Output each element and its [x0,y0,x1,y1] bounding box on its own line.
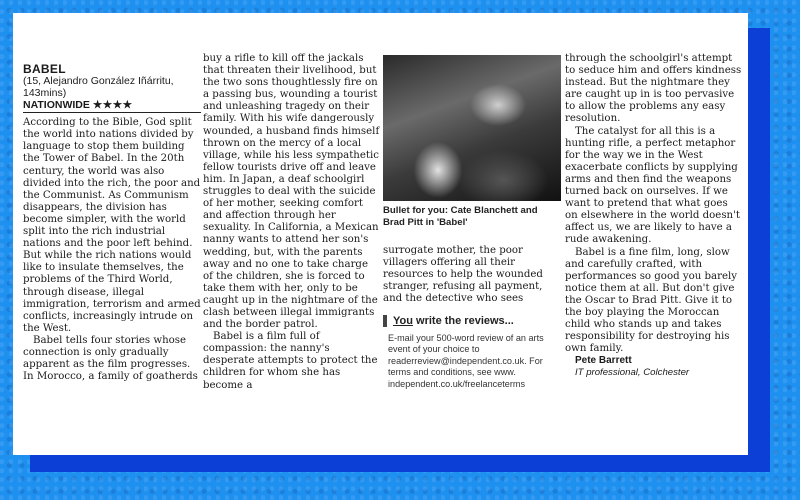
star-rating: ★★★★ [92,99,133,112]
release-label: NATIONWIDE [23,99,90,112]
reader-reviews-box [383,315,561,390]
heading-rest: write the reviews... [412,315,514,327]
review-column-1 [23,63,201,383]
paragraph: Babel tells four stories whose connection is only gradually apparent as the film progresses. In Morocco, a family of goatherds [23,334,198,383]
film-title: BABEL [23,62,66,76]
reader-reviews-heading [383,315,561,327]
paragraph: The catalyst for all this is a hunting rifle, a perfect metaphor for the way we in the West exacerbate conflicts by supplying arms and then find the weapons turned back on ourselves. If we want to pretend that what goes on elsewhere in the world doesn't affect us, we are likely to have a rude awakening. [565,125,741,246]
paragraph: Babel is a film full of compassion: the nanny's desperate attempts to protect the children for whom she has become a [203,331,378,391]
heading-you: You [393,315,413,327]
newspaper-clipping [13,13,748,455]
author-name: Pete Barrett [575,355,632,367]
review-column-3 [383,245,561,305]
photo-caption: Bullet for you: Cate Blanchett and Brad Pitt in 'Babel' [383,205,538,228]
paragraph: through the schoolgirl's attempt to seduce him and offers kindness instead. But the nightmare they are caught up in is too pervasive to allow the problems any easy resolution. [565,53,742,125]
review-column-4 [565,53,742,380]
film-still-photo [383,55,561,201]
review-column-2 [203,53,380,392]
reader-reviews-info: E-mail your 500-word review of an arts event of your choice to readerreview@independent.co.uk. For terms and conditions, see www. independent.co.uk/freelanceterms [388,333,544,389]
film-details: (15, Alejandro González Iñárritu, 143mins) [23,75,174,100]
paragraph: surrogate mother, the poor villagers offering all their resources to help the wounded stranger, refusing all payment, and the detective who sees [383,245,543,305]
paragraph: buy a rifle to kill off the jackals that threaten their livelihood, but the two sons thoughtlessly fire on a passing bus, wounding a tourist and unleashing tragedy on their family. With his wife dangerously wounded, a husband finds himself thrown on the mercy of a local village, while his less sympathetic fellow tourists drive off and leave him. In Japan, a deaf schoolgirl struggles to deal with the suicide of her mother, seeking comfort and affection through her sexuality. In California, a Mexican nanny wants to attend her son's wedding, but, with the parents away and no one to take charge of the children, she is forced to take them with her, only to be caught up in the nightmare of the clash between illegal immigrants and the border patrol. [203,53,380,331]
release-rating [23,99,201,113]
paragraph: According to the Bible, God split the world into nations divided by language to stop them building the Tower of Babel. In the 20th century, the world was also divided into the rich, the poor and the Communist. As Communism disappears, the division has become simpler, with the world split into the rich industrial nations and the poor left behind. But while the rich nations would like to insulate themselves, the problems of the Third World, through disease, illegal immigration, terrorism and armed conflicts, increasingly intrude on the West. [23,117,201,334]
author-role: IT professional, Colchester [575,367,690,379]
paragraph: Babel is a fine film, long, slow and carefully crafted, with performances so good you barely notice them at all. But don't give the Oscar to Brad Pitt. Give it to the boy playing the Moroccan child who stands up and takes responsibility for destroying his own family. [565,246,738,355]
